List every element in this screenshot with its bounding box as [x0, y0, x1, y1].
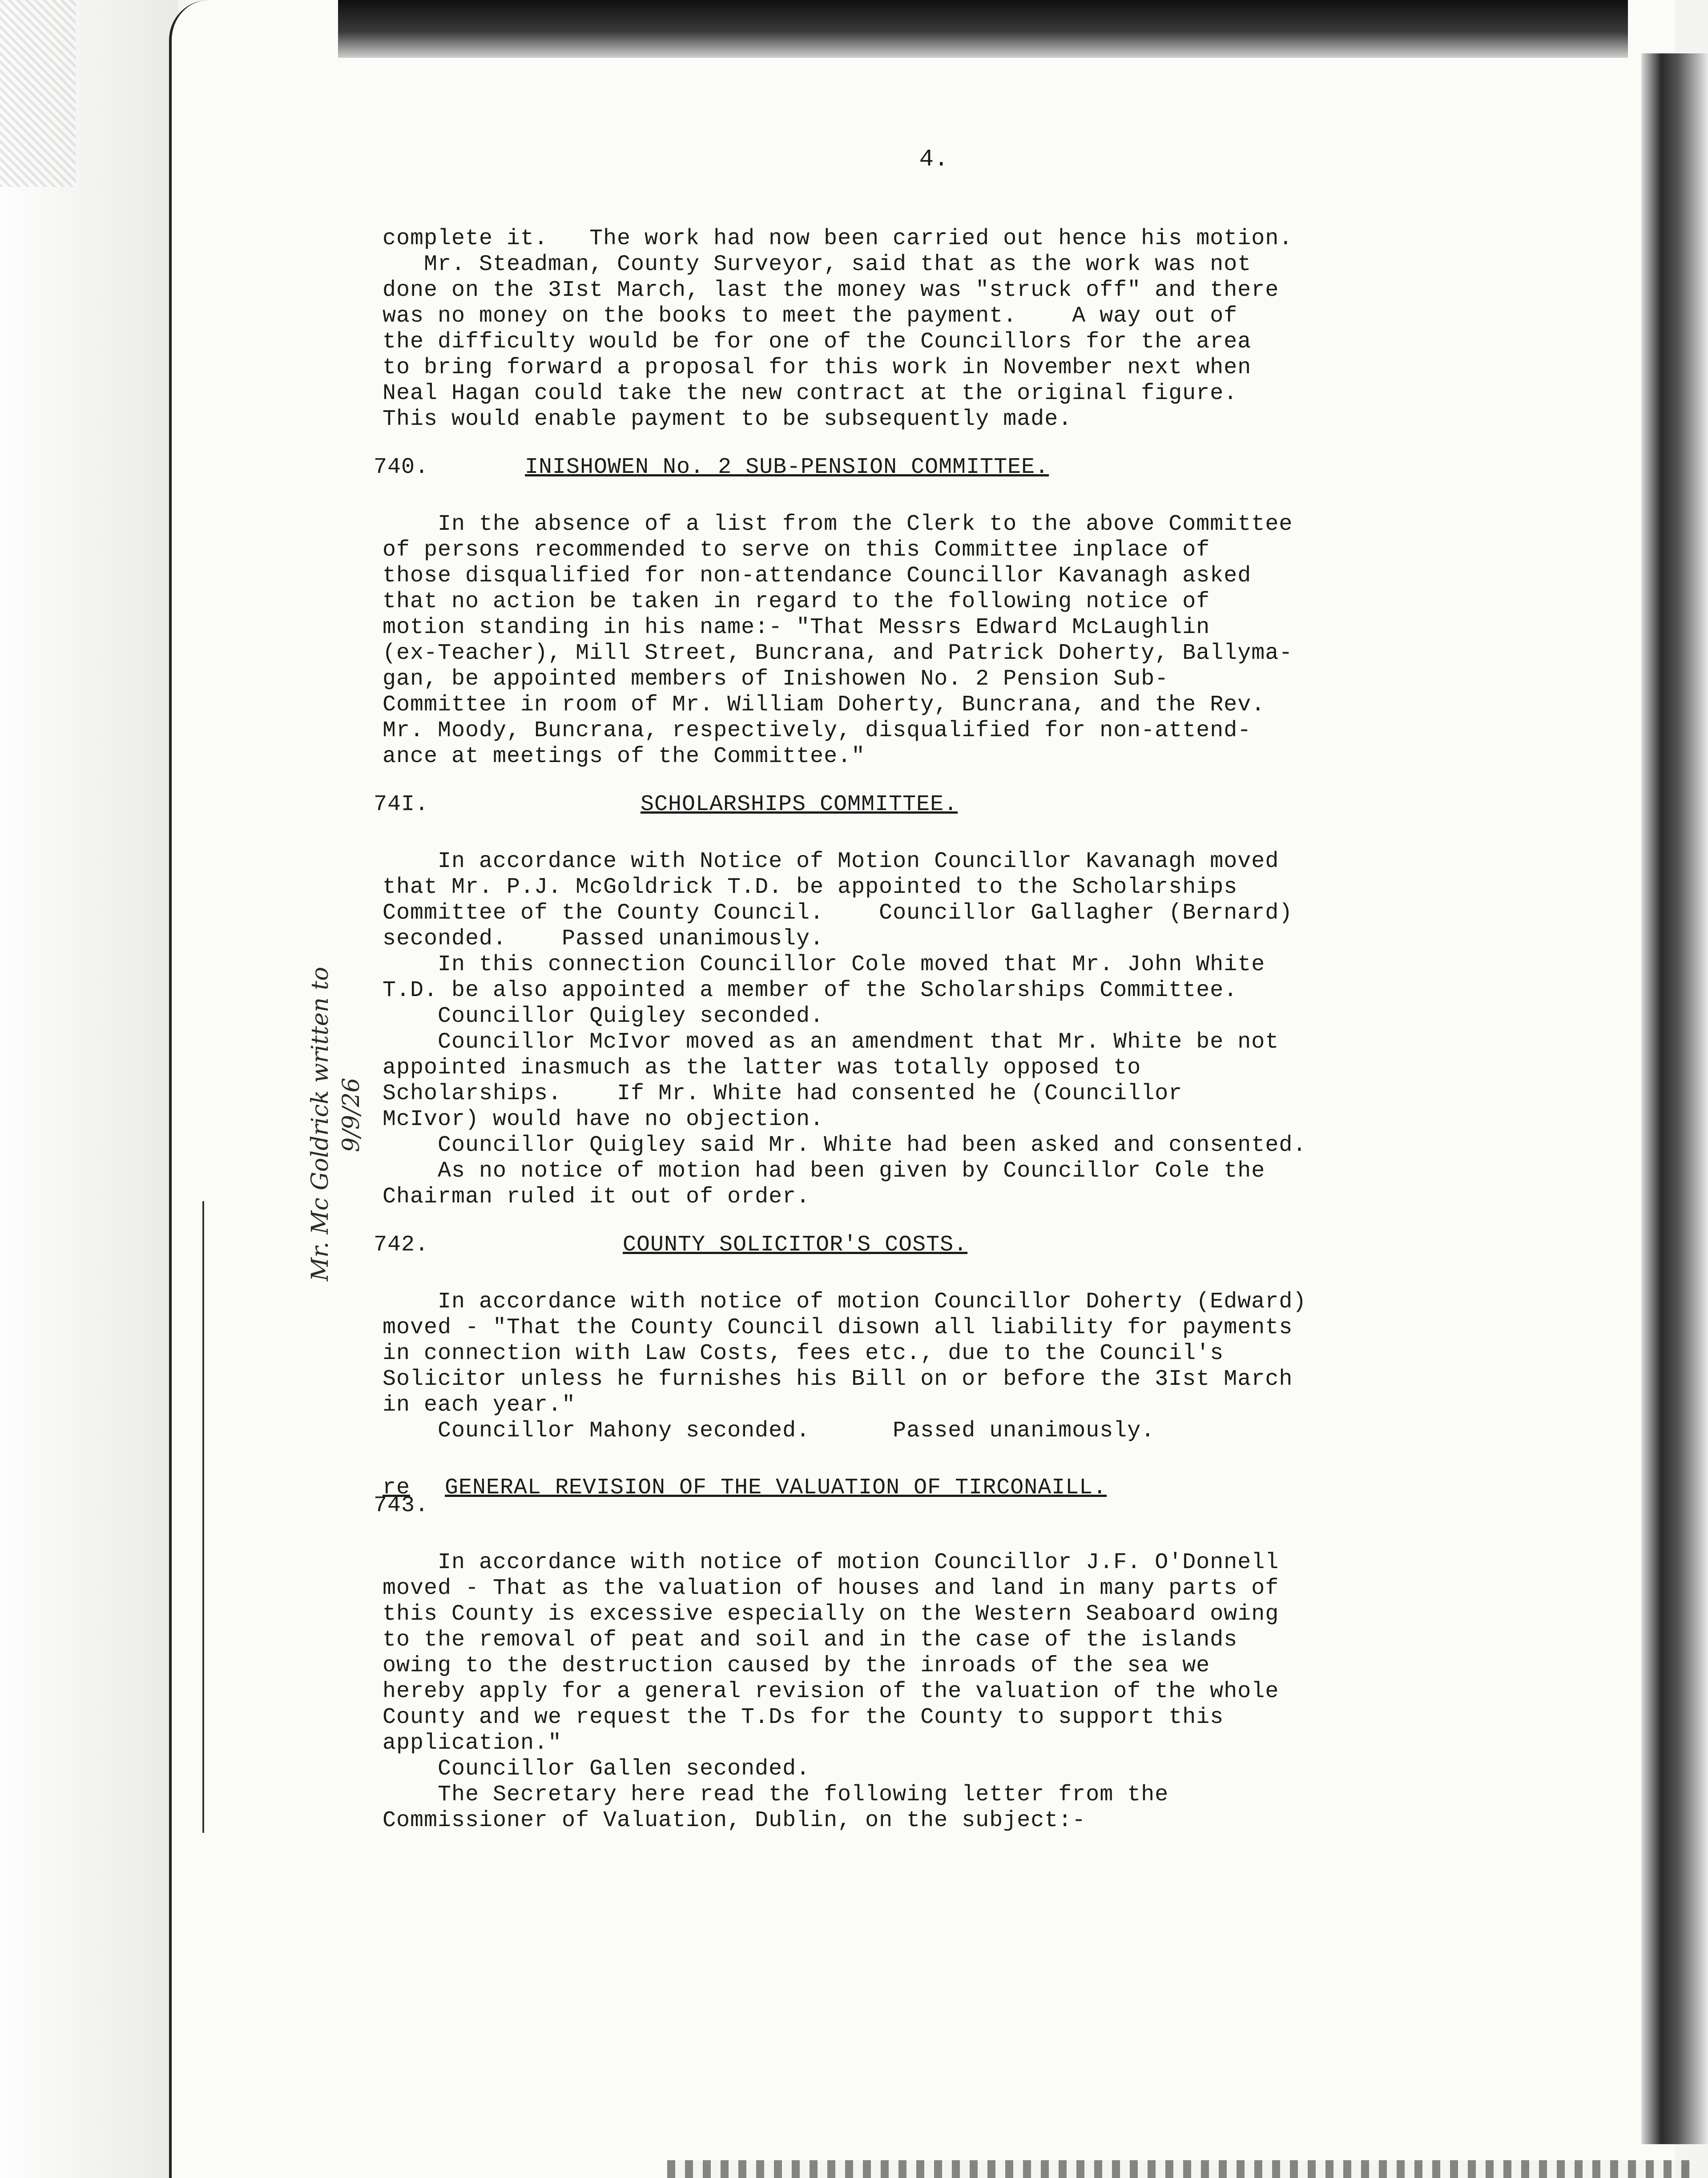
text-line: Committee of the County Council. Councillor Gallagher (Bernard): [383, 900, 1293, 926]
text-line: (ex-Teacher), Mill Street, Buncrana, and Patrick Doherty, Ballyma-: [383, 641, 1293, 666]
text-line: was no money on the books to meet the payment. A way out of: [383, 303, 1238, 329]
text-line: Mr. Moody, Buncrana, respectively, disqualified for non-attend-: [383, 718, 1252, 743]
text-line: the difficulty would be for one of the Councillors for the area: [383, 329, 1252, 355]
text-line: In the absence of a list from the Clerk to the above Committee: [383, 512, 1293, 537]
section-number: 740.: [374, 455, 429, 480]
text-line: owing to the destruction caused by the inroads of the sea we: [383, 1653, 1210, 1678]
section-prefix: re: [383, 1475, 411, 1500]
section-title: COUNTY SOLICITOR'S COSTS.: [623, 1232, 968, 1258]
scan-right-edge: [1641, 53, 1708, 2144]
section-number: 742.: [374, 1232, 429, 1258]
text-line: In accordance with Notice of Motion Councillor Kavanagh moved: [383, 849, 1279, 874]
page-frame-line: [202, 1201, 204, 1833]
text-line: In accordance with notice of motion Councillor J.F. O'Donnell: [383, 1550, 1279, 1575]
intro-paragraph: [383, 226, 1486, 432]
text-line: complete it. The work had now been carried out hence his motion.: [383, 226, 1293, 251]
text-line: Neal Hagan could take the new contract at the original figure.: [383, 381, 1238, 406]
text-line: motion standing in his name:- "That Messrs Edward McLaughlin: [383, 615, 1210, 640]
text-line: those disqualified for non-attendance Councillor Kavanagh asked: [383, 563, 1252, 589]
text-line: ance at meetings of the Committee.": [383, 744, 866, 769]
margin-note-line-1: Mr. Mc Goldrick written to: [307, 967, 334, 1281]
text-line: Councillor Mahony seconded. Passed unanimously.: [383, 1418, 1155, 1444]
text-line: to bring forward a proposal for this work in November next when: [383, 355, 1252, 380]
text-line: This would enable payment to be subsequently made.: [383, 407, 1072, 432]
text-line: McIvor) would have no objection.: [383, 1107, 824, 1132]
text-line: in each year.": [383, 1392, 576, 1418]
text-line: Committee in room of Mr. William Doherty, Buncrana, and the Rev.: [383, 692, 1265, 718]
text-line: Mr. Steadman, County Surveyor, said that as the work was not: [383, 252, 1252, 277]
text-line: Councillor Quigley said Mr. White had been asked and consented.: [383, 1133, 1307, 1158]
text-line: T.D. be also appointed a member of the Scholarships Committee.: [383, 978, 1238, 1003]
scan-background-left: [0, 0, 178, 2178]
scan-noise: [0, 0, 76, 187]
text-line: moved - "That the County Council disown all liability for payments: [383, 1315, 1293, 1340]
page-number: 4.: [919, 146, 949, 173]
scan-bottom-edge: [667, 2160, 1690, 2178]
section-title: SCHOLARSHIPS COMMITTEE.: [640, 792, 958, 817]
document-body: [374, 146, 1486, 1834]
text-line: Scholarships. If Mr. White had consented he (Councillor: [383, 1081, 1183, 1106]
margin-note-line-2: 9/9/26: [338, 1077, 365, 1152]
section-number: 743.: [374, 1493, 429, 1518]
text-line: that no action be taken in regard to the following notice of: [383, 589, 1210, 614]
text-line: application.": [383, 1730, 562, 1756]
section-741: [374, 792, 1486, 1210]
handwritten-margin-note: [307, 885, 365, 1286]
text-line: in connection with Law Costs, fees etc., due to the Council's: [383, 1341, 1224, 1366]
text-line: Councillor McIvor moved as an amendment that Mr. White be not: [383, 1029, 1279, 1055]
text-line: of persons recommended to serve on this Committee inplace of: [383, 537, 1210, 563]
text-line: gan, be appointed members of Inishowen No. 2 Pension Sub-: [383, 666, 1169, 692]
section-740: [374, 455, 1486, 770]
text-line: Councillor Gallen seconded.: [383, 1756, 810, 1782]
section-742: [374, 1232, 1486, 1444]
text-line: Solicitor unless he furnishes his Bill on or before the 3Ist March: [383, 1367, 1293, 1392]
text-line: this County is excessive especially on the Western Seaboard owing: [383, 1601, 1279, 1627]
text-line: Councillor Quigley seconded.: [383, 1004, 824, 1029]
text-line: that Mr. P.J. McGoldrick T.D. be appointed to the Scholarships: [383, 875, 1238, 900]
text-line: seconded. Passed unanimously.: [383, 926, 824, 952]
section-heading: [374, 455, 1486, 480]
text-line: County and we request the T.Ds for the County to support this: [383, 1705, 1224, 1730]
text-line: hereby apply for a general revision of the valuation of the whole: [383, 1679, 1279, 1704]
text-line: In accordance with notice of motion Councillor Doherty (Edward): [383, 1289, 1307, 1315]
text-line: done on the 3Ist March, last the money was "struck off" and there: [383, 278, 1279, 303]
text-line: As no notice of motion had been given by Councillor Cole the: [383, 1158, 1265, 1184]
section-heading: [374, 1232, 1486, 1258]
section-number: 74I.: [374, 792, 429, 817]
text-line: appointed inasmuch as the latter was totally opposed to: [383, 1055, 1141, 1081]
text-line: moved - That as the valuation of houses and land in many parts of: [383, 1576, 1279, 1601]
section-743: [374, 1475, 1486, 1834]
section-heading: [374, 792, 1486, 818]
section-title: GENERAL REVISION OF THE VALUATION OF TIRCONAILL.: [445, 1475, 1107, 1500]
text-line: Chairman ruled it out of order.: [383, 1184, 810, 1210]
text-line: The Secretary here read the following letter from the: [383, 1782, 1169, 1807]
text-line: to the removal of peat and soil and in the case of the islands: [383, 1627, 1238, 1653]
text-line: Commissioner of Valuation, Dublin, on the subject:-: [383, 1808, 1086, 1833]
section-heading: [374, 1475, 1486, 1519]
scan-top-edge: [338, 0, 1628, 58]
section-title: INISHOWEN No. 2 SUB-PENSION COMMITTEE.: [525, 455, 1049, 480]
text-line: In this connection Councillor Cole moved that Mr. John White: [383, 952, 1265, 977]
